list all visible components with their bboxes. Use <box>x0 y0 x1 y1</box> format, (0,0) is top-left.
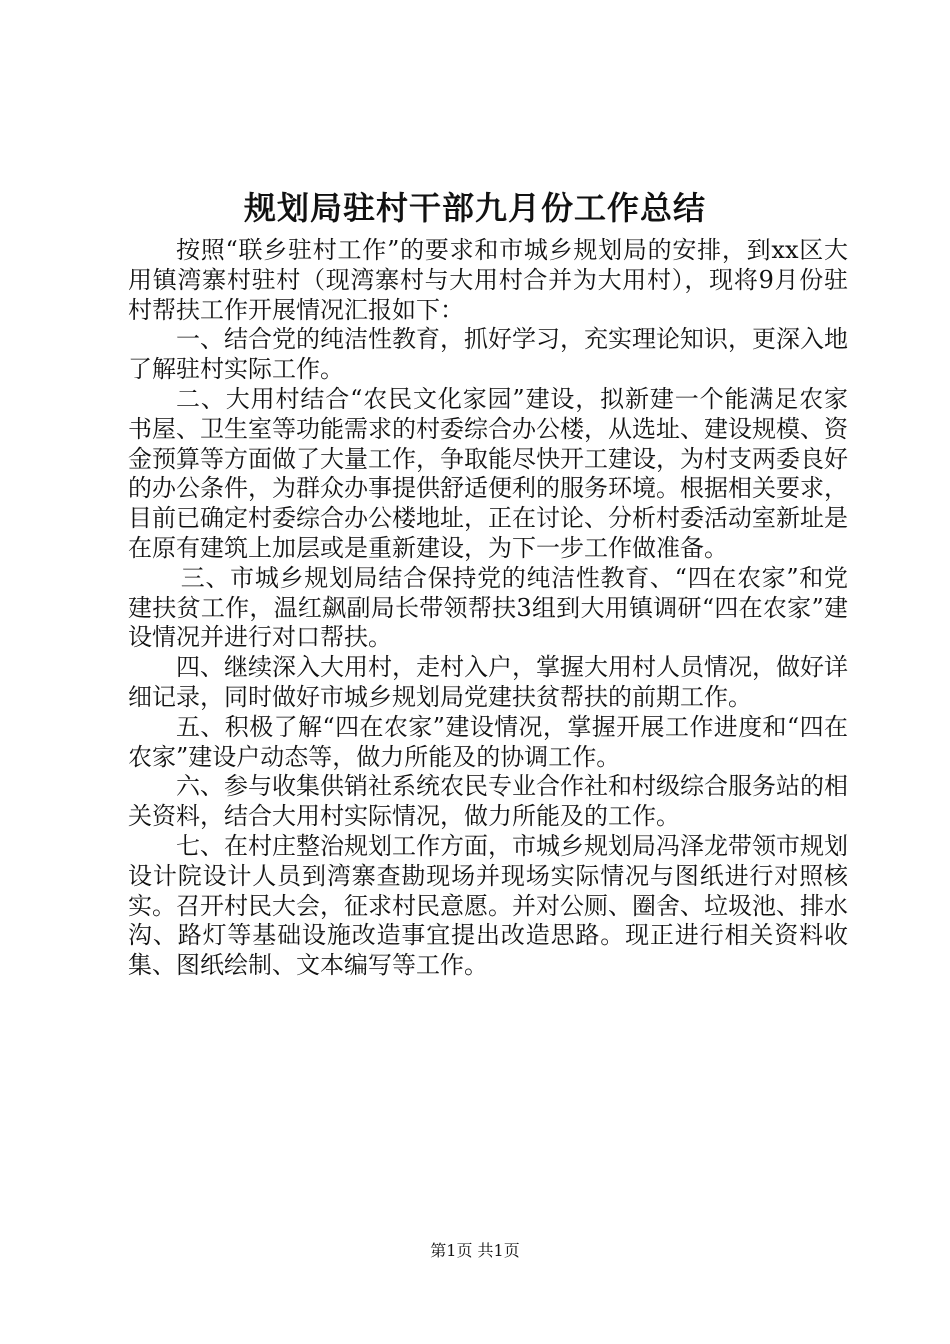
document-title: 规划局驻村干部九月份工作总结 <box>243 189 706 227</box>
paragraph-item-6: 六、参与收集供销社系统农民专业合作社和村级综合服务站的相关资料，结合大用村实际情况，做力所能及的工作。 <box>128 772 848 831</box>
paragraph-item-7: 七、在村庄整治规划工作方面，市城乡规划局冯泽龙带领市规划设计院设计人员到湾寨查勘现场并现场实际情况与图纸进行对照核实。召开村民大会，征求村民意愿。并对公厕、圈舍、垃圾池、排水沟、路灯等基础设施改造事宜提出改造思路。现正进行相关资料收集、图纸绘制、文本编写等工作。 <box>128 831 848 980</box>
paragraph-item-1: 一、结合党的纯洁性教育，抓好学习，充实理论知识，更深入地了解驻村实际工作。 <box>128 325 848 384</box>
document-body <box>128 236 848 981</box>
paragraph-item-4: 四、继续深入大用村，走村入户，掌握大用村人员情况，做好详细记录，同时做好市城乡规划局党建扶贫帮扶的前期工作。 <box>128 653 848 711</box>
page-number-footer: 第1页 共1页 <box>430 1241 520 1260</box>
paragraph-item-2: 二、大用村结合“农民文化家园”建设，拟新建一个能满足农家书屋、卫生室等功能需求的村委综合办公楼，从选址、建设规模、资金预算等方面做了大量工作，争取能尽快开工建设，为村支两委良好的办公条件，为群众办事提供舒适便利的服务环境。根据相关要求，目前已确定村委综合办公楼地址，正在讨论、分析村委活动室新址是在原有建筑上加层或是重新建设，为下一步工作做准备。 <box>128 384 848 562</box>
paragraph-item-3: 三、市城乡规划局结合保持党的纯洁性教育、“四在农家”和党建扶贫工作，温红飙副局长带领帮扶3组到大用镇调研“四在农家”建设情况并进行对口帮扶。 <box>128 563 848 652</box>
paragraph-item-5: 五、积极了解“四在农家”建设情况，掌握开展工作进度和“四在农家”建设户动态等，做力所能及的协调工作。 <box>128 712 848 771</box>
intro-paragraph: 按照“联乡驻村工作”的要求和市城乡规划局的安排，到xx区大用镇湾寨村驻村（现湾寨村与大用村合并为大用村），现将9月份驻村帮扶工作开展情况汇报如下： <box>128 236 848 324</box>
